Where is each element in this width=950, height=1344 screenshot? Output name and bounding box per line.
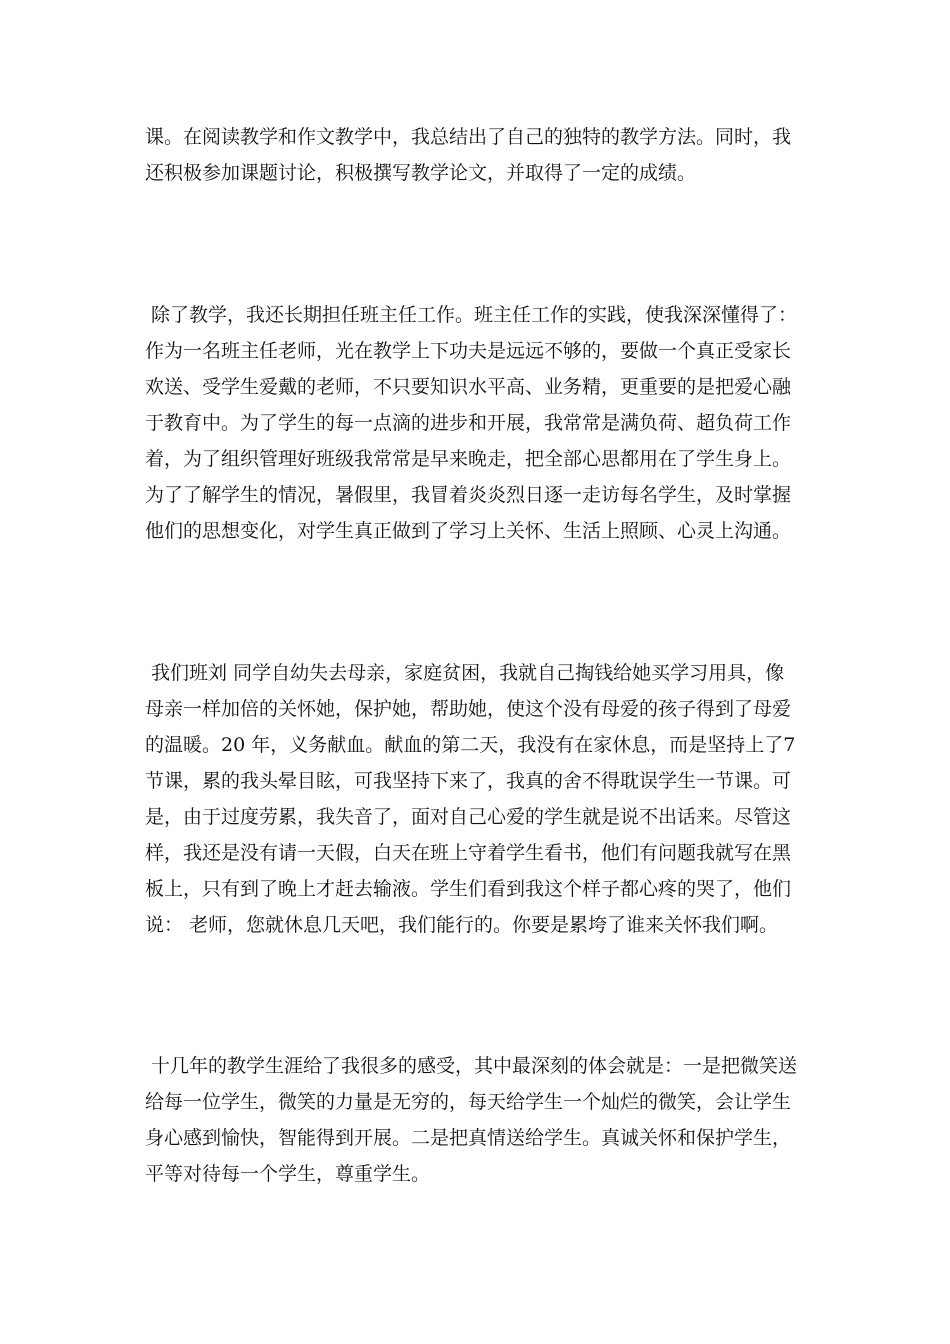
text-line: 板上，只有到了晚上才赶去输液。学生们看到我这个样子都心疼的哭了，他们 bbox=[145, 878, 792, 900]
text-line: 还积极参加课题讨论，积极撰写教学论文，并取得了一定的成绩。 bbox=[145, 162, 697, 184]
text-line: 作为一名班主任老师，光在教学上下功夫是远远不够的，要做一个真正受家长 bbox=[145, 340, 792, 362]
text-line: 身心感到愉快，智能得到开展。二是把真情送给学生。真诚关怀和保护学生， bbox=[145, 1127, 792, 1149]
text-line: 母亲一样加倍的关怀她，保护她，帮助她，使这个没有母爱的孩子得到了母爱 bbox=[145, 698, 792, 720]
text-line: 他们的思想变化，对学生真正做到了学习上关怀、生活上照顾、心灵上沟通。 bbox=[145, 520, 792, 542]
text-line: 样，我还是没有请一天假，白天在班上守着学生看书，他们有问题我就写在黑 bbox=[145, 842, 792, 864]
text-line: 十几年的教学生涯给了我很多的感受，其中最深刻的体会就是：一是把微笑送 bbox=[145, 1055, 798, 1077]
text-line: 节课，累的我头晕目眩，可我坚持下来了，我真的舍不得耽误学生一节课。可 bbox=[145, 770, 792, 792]
text-line: 是，由于过度劳累，我失音了，面对自己心爱的学生就是说不出话来。尽管这 bbox=[145, 806, 792, 828]
text-line: 欢送、受学生爱戴的老师，不只要知识水平高、业务精，更重要的是把爱心融 bbox=[145, 376, 792, 398]
text-line: 说： 老师，您就休息几天吧，我们能行的。你要是累垮了谁来关怀我们啊。 bbox=[145, 914, 779, 936]
text-line: 平等对待每一个学生，尊重学生。 bbox=[145, 1163, 431, 1185]
text-line: 为了了解学生的情况，暑假里，我冒着炎炎烈日逐一走访每名学生，及时掌握 bbox=[145, 484, 792, 506]
paragraph-4 bbox=[145, 1048, 815, 1192]
paragraph-1 bbox=[145, 119, 815, 191]
paragraph-2 bbox=[145, 297, 815, 549]
text-line: 于教育中。为了学生的每一点滴的进步和开展，我常常是满负荷、超负荷工作 bbox=[145, 412, 792, 434]
text-line: 除了教学，我还长期担任班主任工作。班主任工作的实践，使我深深懂得了： bbox=[145, 304, 798, 326]
text-line: 课。在阅读教学和作文教学中，我总结出了自己的独特的教学方法。同时，我 bbox=[145, 126, 792, 148]
text-line: 的温暖。20 年，义务献血。献血的第二天，我没有在家休息，而是坚持上了7 bbox=[145, 734, 796, 756]
text-line: 着，为了组织管理好班级我常常是早来晚走，把全部心思都用在了学生身上。 bbox=[145, 448, 792, 470]
text-line: 我们班刘 同学自幼失去母亲，家庭贫困，我就自己掏钱给她买学习用具，像 bbox=[145, 662, 785, 684]
paragraph-3 bbox=[145, 655, 815, 943]
text-line: 给每一位学生，微笑的力量是无穷的，每天给学生一个灿烂的微笑，会让学生 bbox=[145, 1091, 792, 1113]
